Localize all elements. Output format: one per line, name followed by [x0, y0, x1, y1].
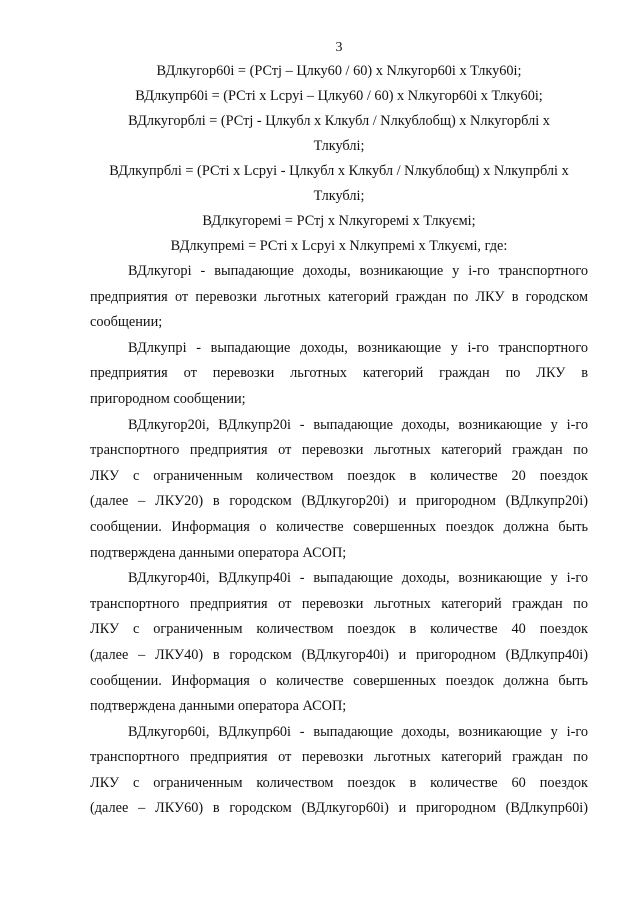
- paragraph-line: пригородном сообщении;: [90, 390, 246, 407]
- formula-line: ВДлкупремі = РСті х Lсрyі х Nлкупремі х Тлкуємі, где:: [170, 238, 508, 254]
- paragraph-line: подтверждена данными оператора АСОП;: [90, 544, 347, 561]
- definition-paragraph: [90, 566, 588, 720]
- document-page: [90, 38, 588, 822]
- definition-paragraph: [90, 336, 588, 413]
- formula-line: Тлкублі;: [313, 138, 365, 154]
- paragraph-line: сообщении;: [90, 314, 163, 331]
- paragraph-line: подтверждена данными оператора АСОП;: [90, 698, 347, 715]
- definition-paragraph: [90, 259, 588, 336]
- formula-line: ВДлкугорблі = (РСтj - Цлкубл х Клкубл / Nлкублобщ) х Nлкугорблі х: [128, 113, 550, 129]
- formula-line: Тлкублі;: [313, 188, 365, 204]
- page-number: 3: [335, 40, 343, 55]
- paragraph-line: предприятия от перевозки льготных категорий граждан по ЛКУ в городском: [90, 288, 588, 305]
- paragraph-line: ЛКУ с ограниченным количеством поездок в количестве 40 поездок: [90, 621, 588, 638]
- paragraph-line: ВДлкугорі - выпадающие доходы, возникающие у і-го транспортного: [128, 263, 588, 279]
- formula-line: ВДлкупрблі = (РСті х Lсрyі - Цлкубл х Клкубл / Nлкублобщ) х Nлкупрблі х: [109, 163, 569, 179]
- paragraph-line: сообщении. Информация о количестве совершенных поездок должна быть: [90, 518, 588, 535]
- paragraph-line: транспортного предприятия от перевозки льготных категорий граждан по: [90, 749, 588, 766]
- paragraph-line: ВДлкугор40і, ВДлкупр40і - выпадающие доходы, возникающие у і-го: [128, 570, 588, 587]
- paragraph-line: сообщении. Информация о количестве совершенных поездок должна быть: [90, 672, 588, 689]
- formula-line: ВДлкугоремі = РСтj х Nлкугоремі х Тлкуємі;: [202, 213, 476, 229]
- paragraph-line: ВДлкугор20і, ВДлкупр20і - выпадающие доходы, возникающие у і-го: [128, 416, 588, 433]
- paragraph-line: (далее – ЛКУ60) в городском (ВДлкугор60і) и пригородном (ВДлкупр60і): [90, 800, 588, 817]
- paragraph-line: (далее – ЛКУ40) в городском (ВДлкугор40і) и пригородном (ВДлкупр40і): [90, 646, 588, 663]
- paragraph-line: транспортного предприятия от перевозки льготных категорий граждан по: [90, 595, 588, 612]
- definitions-body: [90, 259, 588, 822]
- paragraph-line: ЛКУ с ограниченным количеством поездок в количестве 20 поездок: [90, 467, 588, 484]
- paragraph-line: ЛКУ с ограниченным количеством поездок в количестве 60 поездок: [90, 774, 588, 791]
- formula-line: ВДлкугор60і = (РСтj – Цлку60 / 60) х Nлкугор60і х Тлку60і;: [156, 63, 522, 79]
- paragraph-line: (далее – ЛКУ20) в городском (ВДлкугор20і) и пригородном (ВДлкупр20і): [90, 493, 588, 510]
- definition-paragraph: [90, 720, 588, 822]
- paragraph-line: предприятия от перевозки льготных категорий граждан по ЛКУ в: [90, 365, 588, 382]
- paragraph-line: ВДлкугор60і, ВДлкупр60і - выпадающие доходы, возникающие у і-го: [128, 723, 588, 740]
- paragraph-line: транспортного предприятия от перевозки льготных категорий граждан по: [90, 442, 588, 459]
- formula-line: ВДлкупр60і = (РСті х Lсрyі – Цлку60 / 60) х Nлкугор60і х Тлку60і;: [135, 88, 543, 104]
- formula-block: [90, 59, 588, 259]
- paragraph-line: ВДлкупрі - выпадающие доходы, возникающие у і-го транспортного: [128, 339, 588, 356]
- definition-paragraph: [90, 413, 588, 567]
